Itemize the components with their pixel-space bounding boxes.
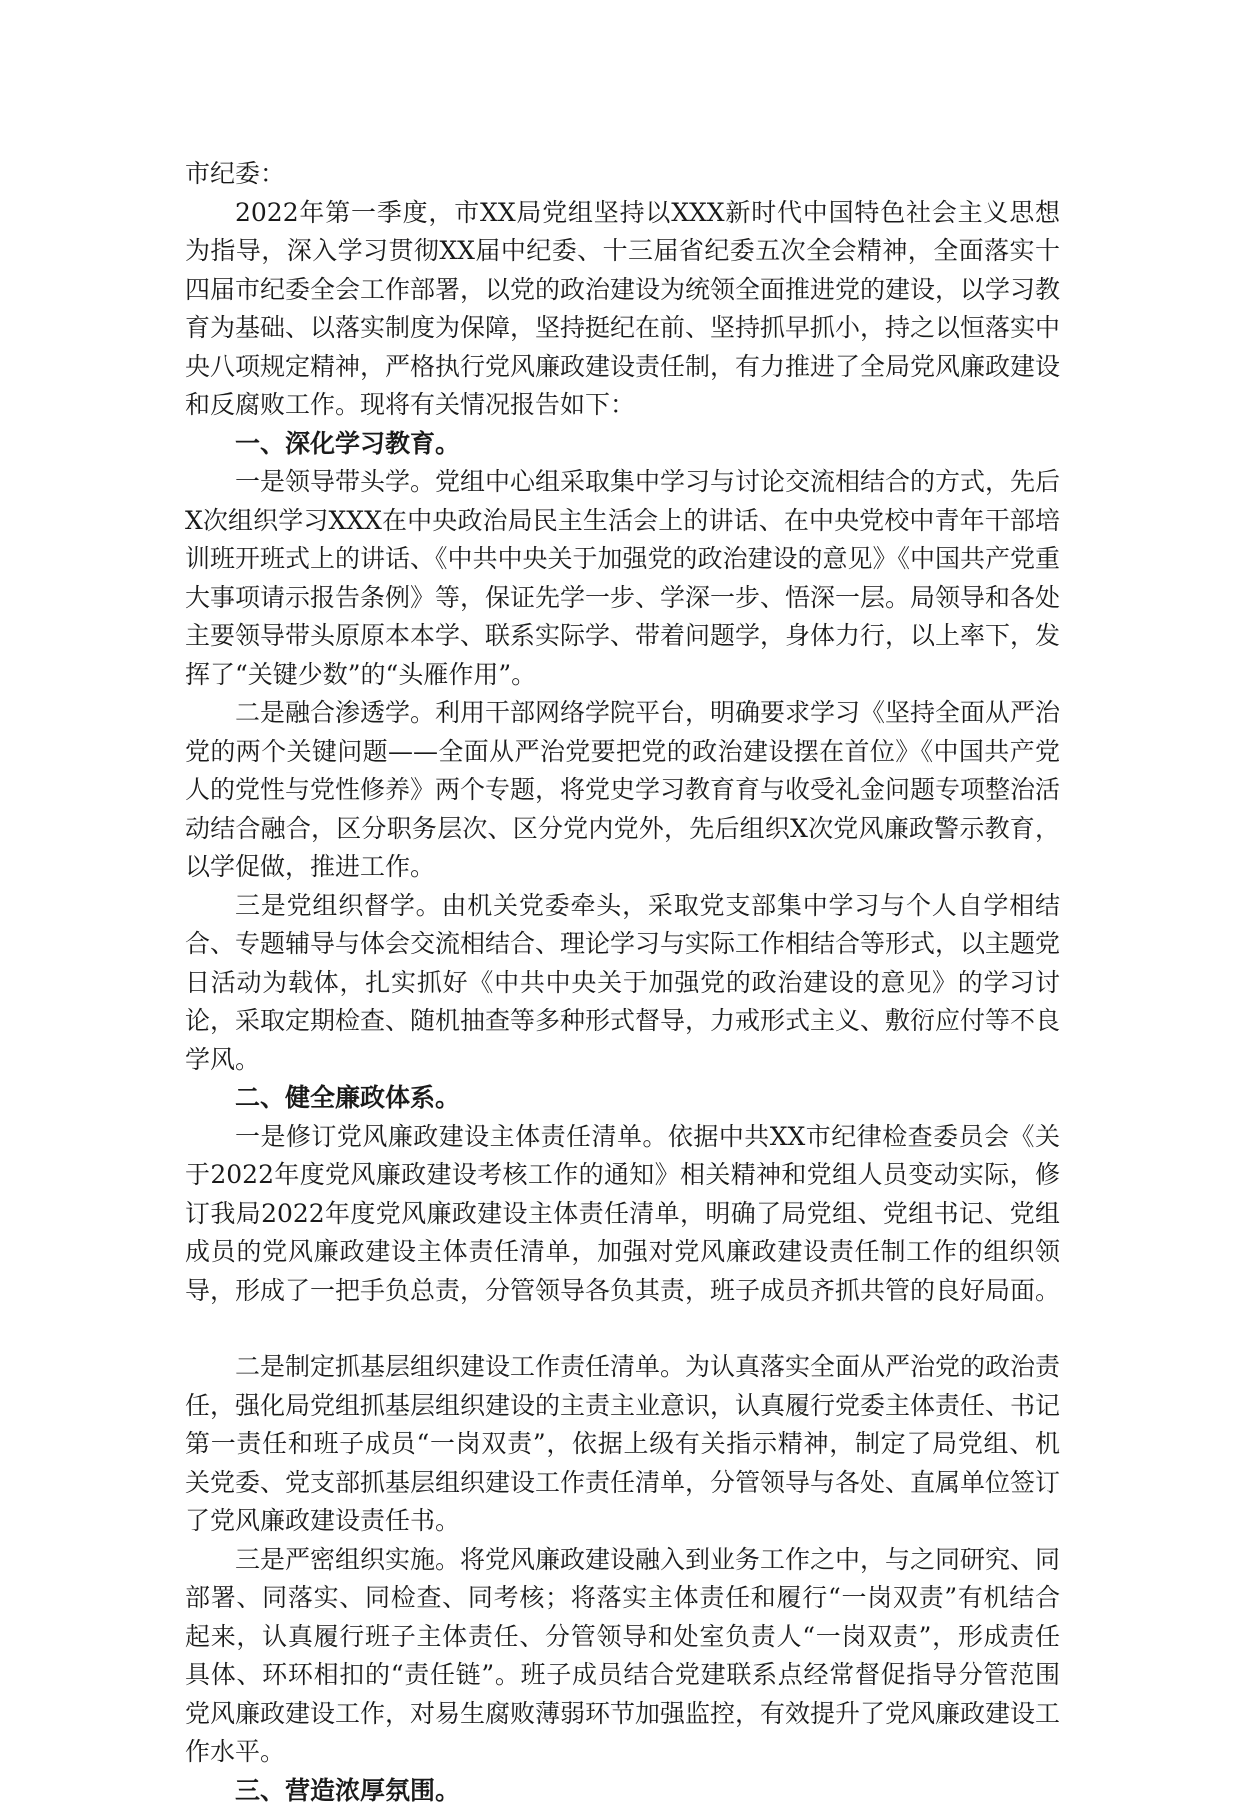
section-1-heading: 一、深化学习教育。 xyxy=(185,425,1060,464)
section-3-heading: 三、营造浓厚氛围。 xyxy=(185,1772,1060,1810)
salutation: 市纪委： xyxy=(185,155,1060,194)
intro-paragraph: 2022年第一季度，市XX局党组坚持以XXX新时代中国特色社会主义思想为指导，深入学习贯彻XX届中纪委、十三届省纪委五次全会精神，全面落实十四届市纪委全会工作部署，以党的政治建设为统领全面推进党的建设，以学习教育为基础、以落实制度为保障，坚持挺纪在前、坚持抓早抓小，持之以恒落实中央八项规定精神，严格执行党风廉政建设责任制，有力推进了全局党风廉政建设和反腐败工作。现将有关情况报告如下： xyxy=(185,194,1060,425)
document-page xyxy=(185,155,1060,1810)
section-1-paragraph-1: 一是领导带头学。党组中心组采取集中学习与讨论交流相结合的方式，先后X次组织学习XXX在中央政治局民主生活会上的讲话、在中央党校中青年干部培训班开班式上的讲话、《中共中央关于加强党的政治建设的意见》《中国共产党重大事项请示报告条例》等，保证先学一步、学深一步、悟深一层。局领导和各处主要领导带头原原本本学、联系实际学、带着问题学，身体力行，以上率下，发挥了“关键少数”的“头雁作用”。 xyxy=(185,463,1060,694)
section-2-paragraph-3: 三是严密组织实施。将党风廉政建设融入到业务工作之中，与之同研究、同部署、同落实、同检查、同考核；将落实主体责任和履行“一岗双责”有机结合起来，认真履行班子主体责任、分管领导和处室负责人“一岗双责”，形成责任具体、环环相扣的“责任链”。班子成员结合党建联系点经常督促指导分管范围党风廉政建设工作，对易生腐败薄弱环节加强监控，有效提升了党风廉政建设工作水平。 xyxy=(185,1541,1060,1772)
section-1-paragraph-3: 三是党组织督学。由机关党委牵头，采取党支部集中学习与个人自学相结合、专题辅导与体会交流相结合、理论学习与实际工作相结合等形式，以主题党日活动为载体，扎实抓好《中共中央关于加强党的政治建设的意见》的学习讨论，采取定期检查、随机抽查等多种形式督导，力戒形式主义、敷衍应付等不良学风。 xyxy=(185,887,1060,1080)
section-1-paragraph-2: 二是融合渗透学。利用干部网络学院平台，明确要求学习《坚持全面从严治党的两个关键问题——全面从严治党要把党的政治建设摆在首位》《中国共产党人的党性与党性修养》两个专题，将党史学习教育育与收受礼金问题专项整治活动结合融合，区分职务层次、区分党内党外，先后组织X次党风廉政警示教育，以学促做，推进工作。 xyxy=(185,694,1060,887)
section-2-paragraph-2: 二是制定抓基层组织建设工作责任清单。为认真落实全面从严治党的政治责任，强化局党组抓基层组织建设的主责主业意识，认真履行党委主体责任、书记第一责任和班子成员“一岗双责”，依据上级有关指示精神，制定了局党组、机关党委、党支部抓基层组织建设工作责任清单，分管领导与各处、直属单位签订了党风廉政建设责任书。 xyxy=(185,1348,1060,1541)
section-2-heading: 二、健全廉政体系。 xyxy=(185,1079,1060,1118)
section-2-paragraph-1: 一是修订党风廉政建设主体责任清单。依据中共XX市纪律检查委员会《关于2022年度党风廉政建设考核工作的通知》相关精神和党组人员变动实际，修订我局2022年度党风廉政建设主体责任清单，明确了局党组、党组书记、党组成员的党风廉政建设主体责任清单，加强对党风廉政建设责任制工作的组织领导，形成了一把手负总责，分管领导各负其责，班子成员齐抓共管的良好局面。 xyxy=(185,1118,1060,1311)
